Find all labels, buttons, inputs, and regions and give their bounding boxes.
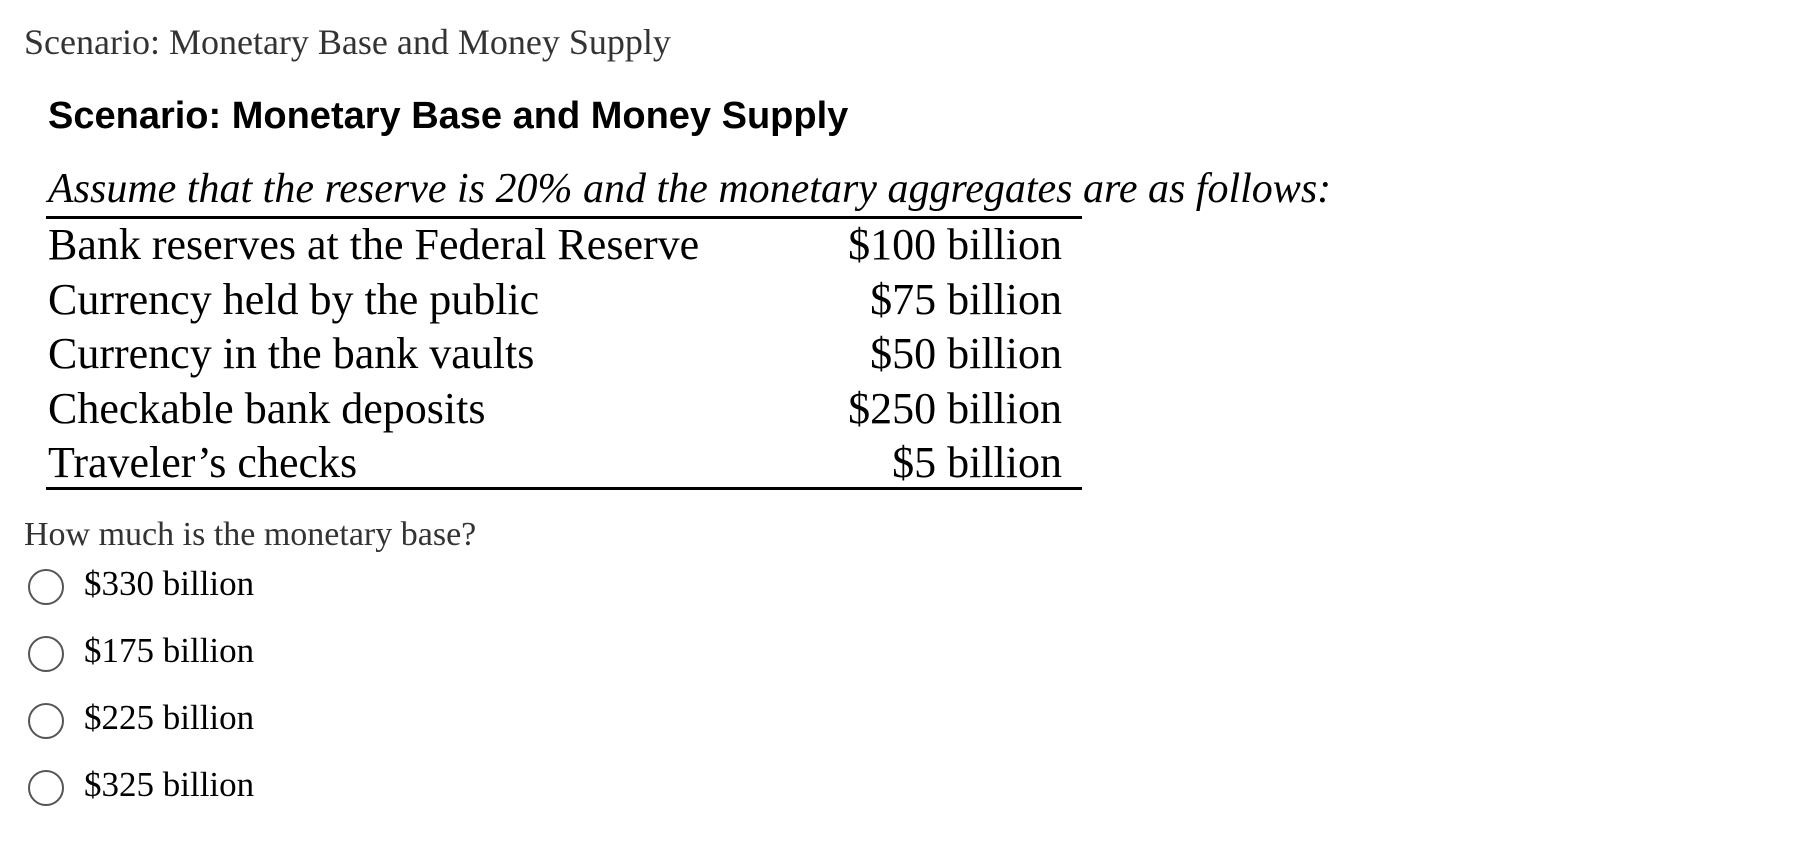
table-row <box>46 327 1082 382</box>
row-value: $5 billion <box>892 438 1062 487</box>
answer-option[interactable] <box>28 629 254 696</box>
aggregates-table <box>46 218 1082 491</box>
row-value: $250 billion <box>848 383 1062 433</box>
table-row <box>46 218 1082 273</box>
row-label: Bank reserves at the Federal Reserve <box>48 220 700 269</box>
figure-intro: Assume that the reserve is 20% and the monetary aggregates are as follows: <box>48 166 1332 212</box>
table-row <box>46 382 1082 437</box>
row-value: $50 billion <box>870 329 1062 378</box>
row-value: $75 billion <box>870 274 1062 324</box>
radio-button[interactable] <box>28 569 64 605</box>
radio-button[interactable] <box>28 770 64 806</box>
figure-title: Scenario: Monetary Base and Money Supply <box>48 95 849 137</box>
row-label: Currency in the bank vaults <box>48 329 535 378</box>
radio-button[interactable] <box>28 636 64 672</box>
table-row <box>46 273 1082 328</box>
table-bottom-rule <box>46 487 1082 490</box>
answer-options <box>28 562 254 830</box>
answer-option[interactable] <box>28 696 254 763</box>
scenario-figure <box>46 88 1446 498</box>
question-text: How much is the monetary base? <box>24 516 477 553</box>
row-label: Checkable bank deposits <box>48 383 486 433</box>
radio-button[interactable] <box>28 703 64 739</box>
option-label[interactable]: $175 billion <box>84 631 255 670</box>
option-label[interactable]: $330 billion <box>84 564 255 603</box>
option-label[interactable]: $225 billion <box>84 698 255 737</box>
table-row <box>46 436 1082 491</box>
answer-option[interactable] <box>28 763 254 830</box>
answer-option[interactable] <box>28 562 254 629</box>
row-value: $100 billion <box>848 220 1062 269</box>
option-label[interactable]: $325 billion <box>84 765 255 804</box>
row-label: Traveler’s checks <box>48 438 358 487</box>
page-title: Scenario: Monetary Base and Money Supply <box>24 22 671 62</box>
row-label: Currency held by the public <box>48 274 540 324</box>
